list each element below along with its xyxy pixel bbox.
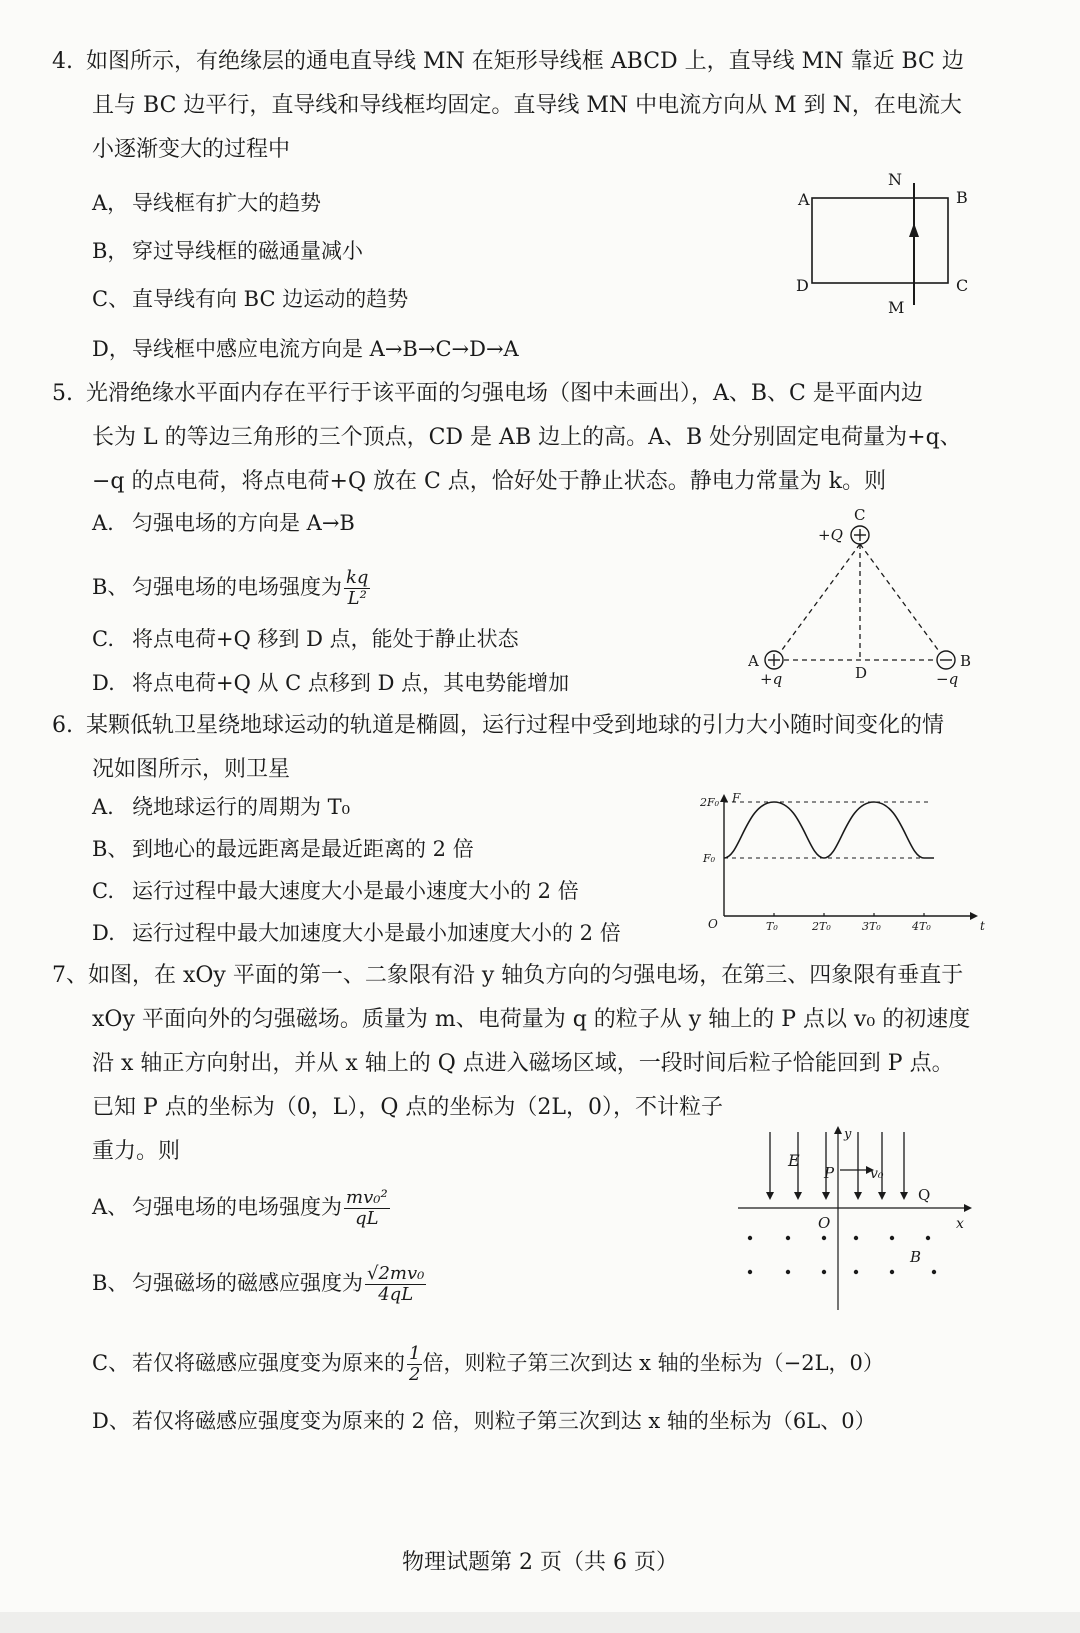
question-4-stem	[52, 40, 1027, 172]
question-6	[52, 704, 1027, 792]
question-number: 5.	[52, 381, 73, 406]
option-text: 导线框有扩大的趋势	[132, 191, 321, 215]
question-text: 如图，在 xOy 平面的第一、二象限有沿 y 轴负方向的匀强电场，在第三、四象限有垂直于	[88, 963, 964, 988]
option-text: 绕地球运行的周期为 T₀	[132, 795, 351, 819]
q6-option-c	[92, 876, 579, 906]
q5-option-c	[92, 624, 519, 654]
page-footer: 物理试题第 2 页（共 6 页）	[402, 1550, 678, 1575]
tick-label: 3T₀	[862, 920, 881, 933]
q5-figure	[748, 506, 998, 696]
option-label: A、	[92, 1195, 129, 1219]
q6-option-a	[92, 792, 350, 822]
f-axis-arrow-icon	[720, 794, 728, 802]
option-text: 倍，则粒子第三次到达 x 轴的坐标为（−2L，0）	[422, 1351, 884, 1375]
label-p: P	[824, 1164, 835, 1182]
field-arrows	[766, 1192, 908, 1200]
label-n: N	[888, 170, 902, 189]
question-6-stem	[52, 704, 1027, 792]
option-text: 若仅将磁感应强度变为原来的 2 倍，则粒子第三次到达 x 轴的坐标为（6L、0）	[132, 1409, 876, 1433]
axis-label-f: F	[732, 792, 741, 805]
option-label: C、	[92, 287, 130, 311]
option-text: 匀强电场的电场强度为	[132, 575, 342, 599]
label-a: A	[748, 652, 759, 670]
current-arrow-icon	[909, 223, 919, 237]
fraction-denominator: 4qL	[378, 1284, 414, 1305]
tick-label: T₀	[766, 920, 778, 933]
option-label: B、	[92, 575, 129, 599]
q7-figure	[738, 1112, 988, 1312]
q4-option-d	[92, 334, 519, 364]
option-label: A.	[92, 511, 114, 535]
fraction	[344, 568, 370, 609]
option-text: 匀强电场的方向是 A→B	[132, 511, 355, 535]
question-text: 况如图所示，则卫星	[92, 757, 291, 782]
option-text: 直导线有向 BC 边运动的趋势	[132, 287, 409, 311]
tick-label: 2T₀	[812, 920, 831, 933]
label-d: D	[796, 276, 809, 295]
option-label: B、	[92, 837, 129, 861]
y-axis-arrow-icon	[834, 1126, 842, 1134]
axis-label-t: t	[980, 919, 985, 933]
fraction-denominator: L²	[347, 588, 367, 609]
option-label: D.	[92, 671, 115, 695]
side-ca	[776, 544, 860, 658]
option-text: 将点电荷+Q 移到 D 点，能处于静止状态	[132, 627, 519, 651]
question-5-stem	[52, 372, 1027, 504]
question-text: −q 的点电荷，将点电荷+Q 放在 C 点，恰好处于静止状态。静电力常量为 k。则	[92, 469, 887, 494]
tick-label: F₀	[703, 852, 716, 865]
option-text: 导线框中感应电流方向是 A→B→C→D→A	[132, 337, 519, 361]
option-text: 到地心的最远距离是最近距离的 2 倍	[132, 837, 474, 861]
fraction	[365, 1264, 426, 1305]
origin-label: O	[708, 917, 718, 931]
label-y: y	[844, 1127, 852, 1142]
label-a: A	[798, 190, 810, 209]
option-text: 运行过程中最大加速度大小是最小加速度大小的 2 倍	[132, 921, 621, 945]
label-b: B	[910, 1248, 922, 1266]
question-text: 已知 P 点的坐标为（0，L），Q 点的坐标为（2L，0），不计粒子	[92, 1095, 724, 1120]
option-label: D.	[92, 921, 115, 945]
fraction-numerator: mv₀²	[346, 1187, 388, 1208]
tick-label: 2F₀	[700, 796, 720, 809]
label-o: O	[818, 1214, 831, 1232]
fraction-numerator: 1	[409, 1343, 421, 1364]
question-5	[52, 372, 1027, 504]
label-plus-big-q: +Q	[818, 526, 843, 544]
option-label: D，	[92, 337, 130, 361]
fraction	[344, 1188, 390, 1229]
option-label: B，	[92, 239, 129, 263]
label-q: Q	[918, 1186, 931, 1204]
question-text: 光滑绝缘水平面内存在平行于该平面的匀强电场（图中未画出），A、B、C 是平面内边	[86, 381, 923, 406]
q7-option-a	[92, 1188, 390, 1229]
option-label: A，	[92, 191, 129, 215]
x-axis-arrow-icon	[964, 1204, 972, 1212]
q4-option-b	[92, 236, 363, 266]
question-number: 6.	[52, 713, 73, 738]
q4-figure	[780, 165, 990, 325]
q6-option-b	[92, 834, 474, 864]
force-curve	[724, 802, 934, 858]
option-text: 运行过程中最大速度大小是最小速度大小的 2 倍	[132, 879, 579, 903]
option-label: A.	[92, 795, 114, 819]
question-text: 沿 x 轴正方向射出，并从 x 轴上的 Q 点进入磁场区域，一段时间后粒子恰能回到 P 点。	[92, 1051, 954, 1076]
option-label: D、	[92, 1409, 130, 1433]
question-text: 如图所示，有绝缘层的通电直导线 MN 在矩形导线框 ABCD 上，直导线 MN 靠近 BC 边	[86, 49, 964, 74]
q7-option-b	[92, 1264, 426, 1305]
wire-frame	[812, 198, 948, 283]
tick-label: 4T₀	[912, 920, 931, 933]
question-text: 小逐渐变大的过程中	[92, 137, 291, 162]
magnetic-field-dots	[748, 1236, 936, 1274]
label-c: C	[956, 276, 969, 295]
q5-option-d	[92, 668, 569, 698]
question-text: 重力。则	[92, 1139, 181, 1164]
question-text: 长为 L 的等边三角形的三个顶点，CD 是 AB 边上的高。A、B 处分别固定电荷量为+q、	[92, 425, 962, 450]
label-m: M	[888, 298, 905, 317]
q6-figure	[700, 792, 990, 934]
option-text: 匀强磁场的磁感应强度为	[132, 1271, 363, 1295]
question-text: 某颗低轨卫星绕地球运动的轨道是椭圆，运行过程中受到地球的引力大小随时间变化的情	[86, 713, 945, 738]
fraction-denominator: qL	[355, 1208, 379, 1229]
question-text: 且与 BC 边平行，直导线和导线框均固定。直导线 MN 中电流方向从 M 到 N，在电流大	[92, 93, 962, 118]
side-cb	[860, 544, 944, 658]
label-b: B	[960, 652, 972, 670]
fraction	[407, 1344, 422, 1385]
fraction-denominator: 2	[409, 1364, 421, 1385]
charge-b-minus-icon	[937, 651, 955, 669]
fraction-numerator: √2mv₀	[367, 1263, 425, 1284]
label-x: x	[956, 1216, 964, 1232]
charge-a-plus-icon	[765, 651, 783, 669]
q7-option-d	[92, 1406, 876, 1436]
option-text: 穿过导线框的磁通量减小	[132, 239, 363, 263]
charge-c-plus-icon	[851, 526, 869, 544]
t-axis-arrow-icon	[970, 912, 978, 920]
label-e: E	[788, 1151, 800, 1170]
option-label: B、	[92, 1271, 129, 1295]
q5-option-b	[92, 568, 370, 609]
q4-option-c	[92, 284, 408, 314]
label-v0: v₀	[870, 1166, 884, 1182]
question-number: 7、	[52, 963, 88, 988]
option-text: 将点电荷+Q 从 C 点移到 D 点，其电势能增加	[132, 671, 570, 695]
fraction-numerator: kq	[346, 567, 369, 588]
scan-edge	[0, 1612, 1080, 1633]
option-label: C、	[92, 1351, 130, 1375]
option-label: C.	[92, 627, 114, 651]
question-text: xOy 平面向外的匀强磁场。质量为 m、电荷量为 q 的粒子从 y 轴上的 P 点以 v₀ 的初速度	[92, 1007, 971, 1032]
option-text: 匀强电场的电场强度为	[132, 1195, 342, 1219]
q5-option-a	[92, 508, 355, 538]
question-4	[52, 40, 1027, 172]
label-d: D	[855, 664, 868, 682]
label-c: C	[854, 506, 866, 524]
label-b: B	[956, 188, 968, 207]
option-text: 若仅将磁感应强度变为原来的	[132, 1351, 405, 1375]
q7-option-c	[92, 1344, 884, 1385]
q4-option-a	[92, 188, 321, 218]
option-label: C.	[92, 879, 114, 903]
q6-option-d	[92, 918, 621, 948]
question-number: 4.	[52, 49, 73, 74]
label-plus-q: +q	[760, 670, 783, 688]
label-minus-q: −q	[936, 670, 959, 688]
